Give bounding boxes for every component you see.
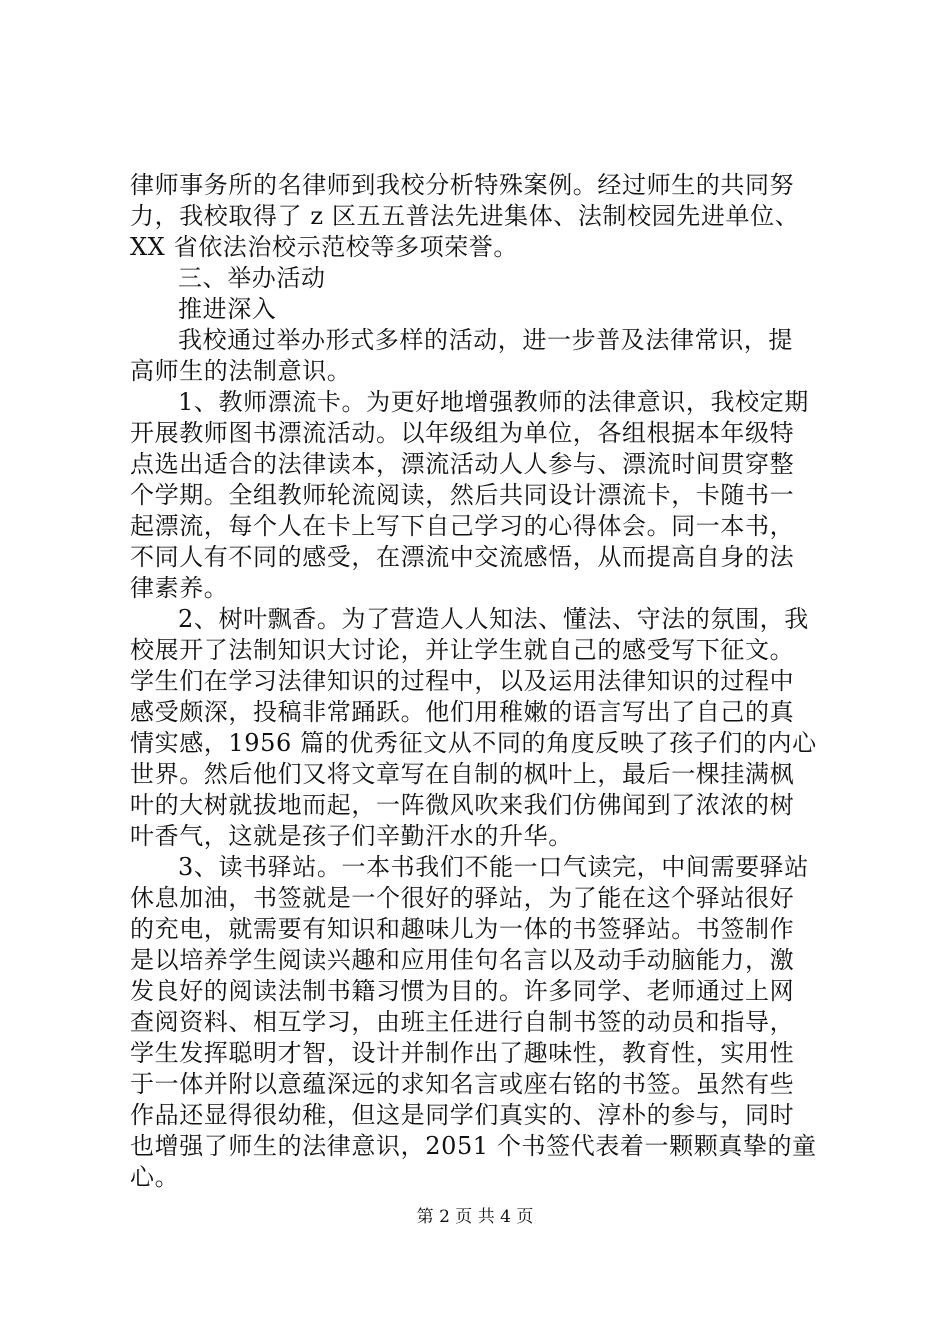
text-line: 感受颇深，投稿非常踊跃。他们用稚嫩的语言写出了自己的真 — [130, 698, 795, 726]
text-line: 是以培养学生阅读兴趣和应用佳句名言以及动手动脑能力，激 — [130, 946, 795, 974]
text-line: 世界。然后他们又将文章写在自制的枫叶上，最后一棵挂满枫 — [130, 760, 795, 788]
text-line: 力，我校取得了 z 区五五普法先进集体、法制校园先进单位、 — [130, 202, 800, 230]
text-line: 3、读书驿站。一本书我们不能一口气读完，中间需要驿站 — [178, 853, 809, 881]
text-line: 1、教师漂流卡。为更好地增强教师的法律意识，我校定期 — [178, 388, 809, 416]
text-line: 2、树叶飘香。为了营造人人知法、懂法、守法的氛围，我 — [178, 605, 809, 633]
text-line: 叶的大树就拔地而起，一阵微风吹来我们仿佛闻到了浓浓的树 — [130, 791, 795, 819]
text-line: 律素养。 — [130, 574, 229, 602]
text-line: 心。 — [130, 1163, 180, 1191]
text-line: 学生们在学习法律知识的过程中，以及运用法律知识的过程中 — [130, 667, 795, 695]
text-line: 高师生的法制意识。 — [130, 357, 352, 385]
text-line: 律师事务所的名律师到我校分析特殊案例。经过师生的共同努 — [130, 171, 795, 199]
text-line: 起漂流，每个人在卡上写下自己学习的心得体会。同一本书， — [130, 512, 795, 540]
text-line: 情实感，1956 篇的优秀征文从不同的角度反映了孩子们的内心 — [130, 729, 817, 757]
text-line: 个学期。全组教师轮流阅读，然后共同设计漂流卡，卡随书一 — [130, 481, 795, 509]
page-footer: 第 2 页 共 4 页 — [416, 1207, 534, 1227]
text-line: 的充电，就需要有知识和趣味儿为一体的书签驿站。书签制作 — [130, 915, 795, 943]
text-line: 开展教师图书漂流活动。以年级组为单位，各组根据本年级特 — [130, 419, 795, 447]
text-line: 作品还显得很幼稚，但这是同学们真实的、淳朴的参与，同时 — [130, 1101, 795, 1129]
text-line: 休息加油，书签就是一个很好的驿站，为了能在这个驿站很好 — [130, 884, 795, 912]
text-line: 三、举办活动 — [178, 264, 326, 292]
text-line: 点选出适合的法律读本，漂流活动人人参与、漂流时间贯穿整 — [130, 450, 795, 478]
text-line: 校展开了法制知识大讨论，并让学生就自己的感受写下征文。 — [130, 636, 795, 664]
text-line: 学生发挥聪明才智，设计并制作出了趣味性，教育性，实用性 — [130, 1039, 795, 1067]
text-line: XX 省依法治校示范校等多项荣誉。 — [130, 233, 518, 261]
text-line: 推进深入 — [178, 295, 277, 323]
text-line: 也增强了师生的法律意识，2051 个书签代表着一颗颗真挚的童 — [130, 1132, 817, 1160]
text-line: 于一体并附以意蕴深远的求知名言或座右铭的书签。虽然有些 — [130, 1070, 795, 1098]
text-line: 我校通过举办形式多样的活动，进一步普及法律常识，提 — [178, 326, 793, 354]
body-text — [130, 170, 840, 1193]
text-line: 发良好的阅读法制书籍习惯为目的。许多同学、老师通过上网 — [130, 977, 795, 1005]
text-line: 查阅资料、相互学习，由班主任进行自制书签的动员和指导， — [130, 1008, 795, 1036]
text-line: 不同人有不同的感受，在漂流中交流感悟，从而提高自身的法 — [130, 543, 795, 571]
text-line: 叶香气，这就是孩子们辛勤汗水的升华。 — [130, 822, 573, 850]
